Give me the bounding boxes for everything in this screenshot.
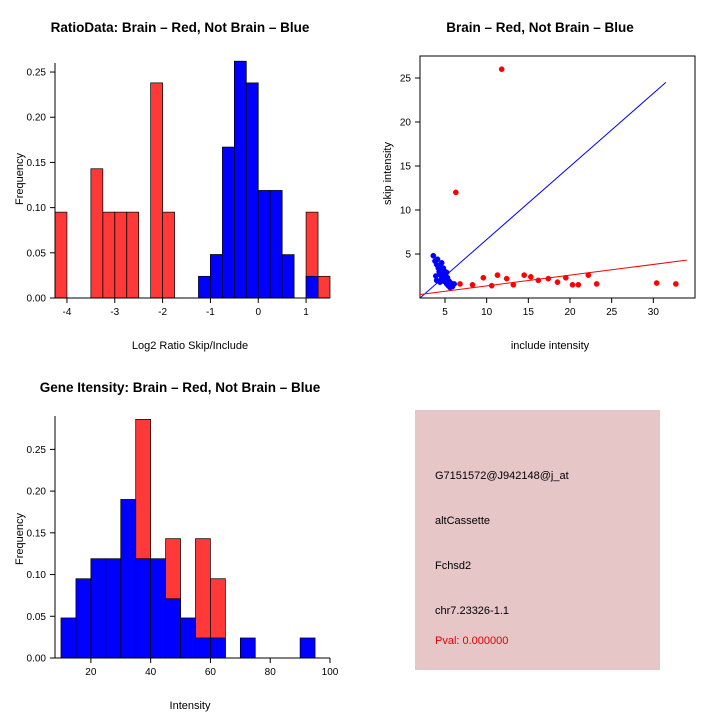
- svg-text:25: 25: [606, 307, 618, 318]
- svg-text:30: 30: [647, 307, 659, 318]
- panel-ratio-histogram: [0, 0, 360, 360]
- svg-text:15: 15: [399, 161, 411, 173]
- panel-scatter-xlabel: include intensity: [510, 340, 590, 352]
- svg-text:60: 60: [204, 667, 216, 678]
- svg-text:100: 100: [321, 667, 339, 678]
- svg-text:0.20: 0.20: [26, 486, 46, 498]
- svg-text:-1: -1: [205, 307, 215, 318]
- svg-text:0.00: 0.00: [26, 653, 46, 665]
- svg-text:0.25: 0.25: [26, 444, 46, 456]
- svg-text:0.25: 0.25: [26, 67, 46, 79]
- svg-text:-4: -4: [62, 307, 72, 318]
- svg-text:0.10: 0.10: [26, 570, 46, 582]
- panel-scatter-ylabel: skip intensity: [382, 142, 394, 205]
- svg-text:0.15: 0.15: [26, 528, 46, 540]
- gene-info-box: [415, 410, 660, 670]
- info-pvalue: Pval: 0.000000: [435, 635, 509, 647]
- panel-intensity-title: Gene Itensity: Brain – Red, Not Brain – Blue: [39, 380, 321, 395]
- svg-text:5: 5: [405, 249, 411, 261]
- info-event-type: altCassette: [435, 515, 491, 527]
- panel-ratio-xlabel: Log2 Ratio Skip/Include: [131, 340, 249, 352]
- svg-text:1: 1: [303, 307, 309, 318]
- svg-text:0.10: 0.10: [26, 203, 46, 215]
- svg-text:10: 10: [481, 307, 493, 318]
- svg-text:5: 5: [442, 307, 448, 318]
- svg-text:-3: -3: [110, 307, 120, 318]
- info-gene-name: Fchsd2: [435, 560, 472, 572]
- svg-text:0.05: 0.05: [26, 611, 46, 623]
- svg-text:20: 20: [85, 667, 97, 678]
- svg-text:-2: -2: [158, 307, 168, 318]
- svg-text:20: 20: [564, 307, 576, 318]
- panel-ratio-title: RatioData: Brain – Red, Not Brain – Blue: [50, 20, 310, 35]
- svg-text:0.15: 0.15: [26, 157, 46, 169]
- svg-text:40: 40: [145, 667, 157, 678]
- svg-text:80: 80: [264, 667, 276, 678]
- scatter-plot: [360, 8, 720, 348]
- svg-text:10: 10: [399, 205, 411, 217]
- ratio-histogram-plot: [0, 8, 360, 348]
- svg-text:0: 0: [255, 307, 262, 318]
- svg-text:20: 20: [399, 117, 411, 129]
- panel-scatter-title: Brain – Red, Not Brain – Blue: [446, 20, 634, 35]
- svg-text:0.20: 0.20: [26, 112, 46, 124]
- panel-intensity-ylabel: Frequency: [14, 513, 26, 565]
- panel-intensity-xlabel: Intensity: [169, 700, 211, 712]
- svg-text:0.05: 0.05: [26, 248, 46, 260]
- svg-text:0.00: 0.00: [26, 293, 46, 305]
- intensity-histogram-plot: [0, 368, 360, 708]
- info-coordinates: chr7.23326-1.1: [435, 605, 509, 617]
- svg-text:15: 15: [522, 307, 534, 318]
- info-probe-id: G7151572@J942148@j_at: [435, 470, 569, 482]
- panel-ratio-ylabel: Frequency: [14, 153, 26, 205]
- panel-scatter: [360, 0, 720, 360]
- svg-text:25: 25: [399, 73, 411, 85]
- panel-intensity-histogram: [0, 360, 360, 720]
